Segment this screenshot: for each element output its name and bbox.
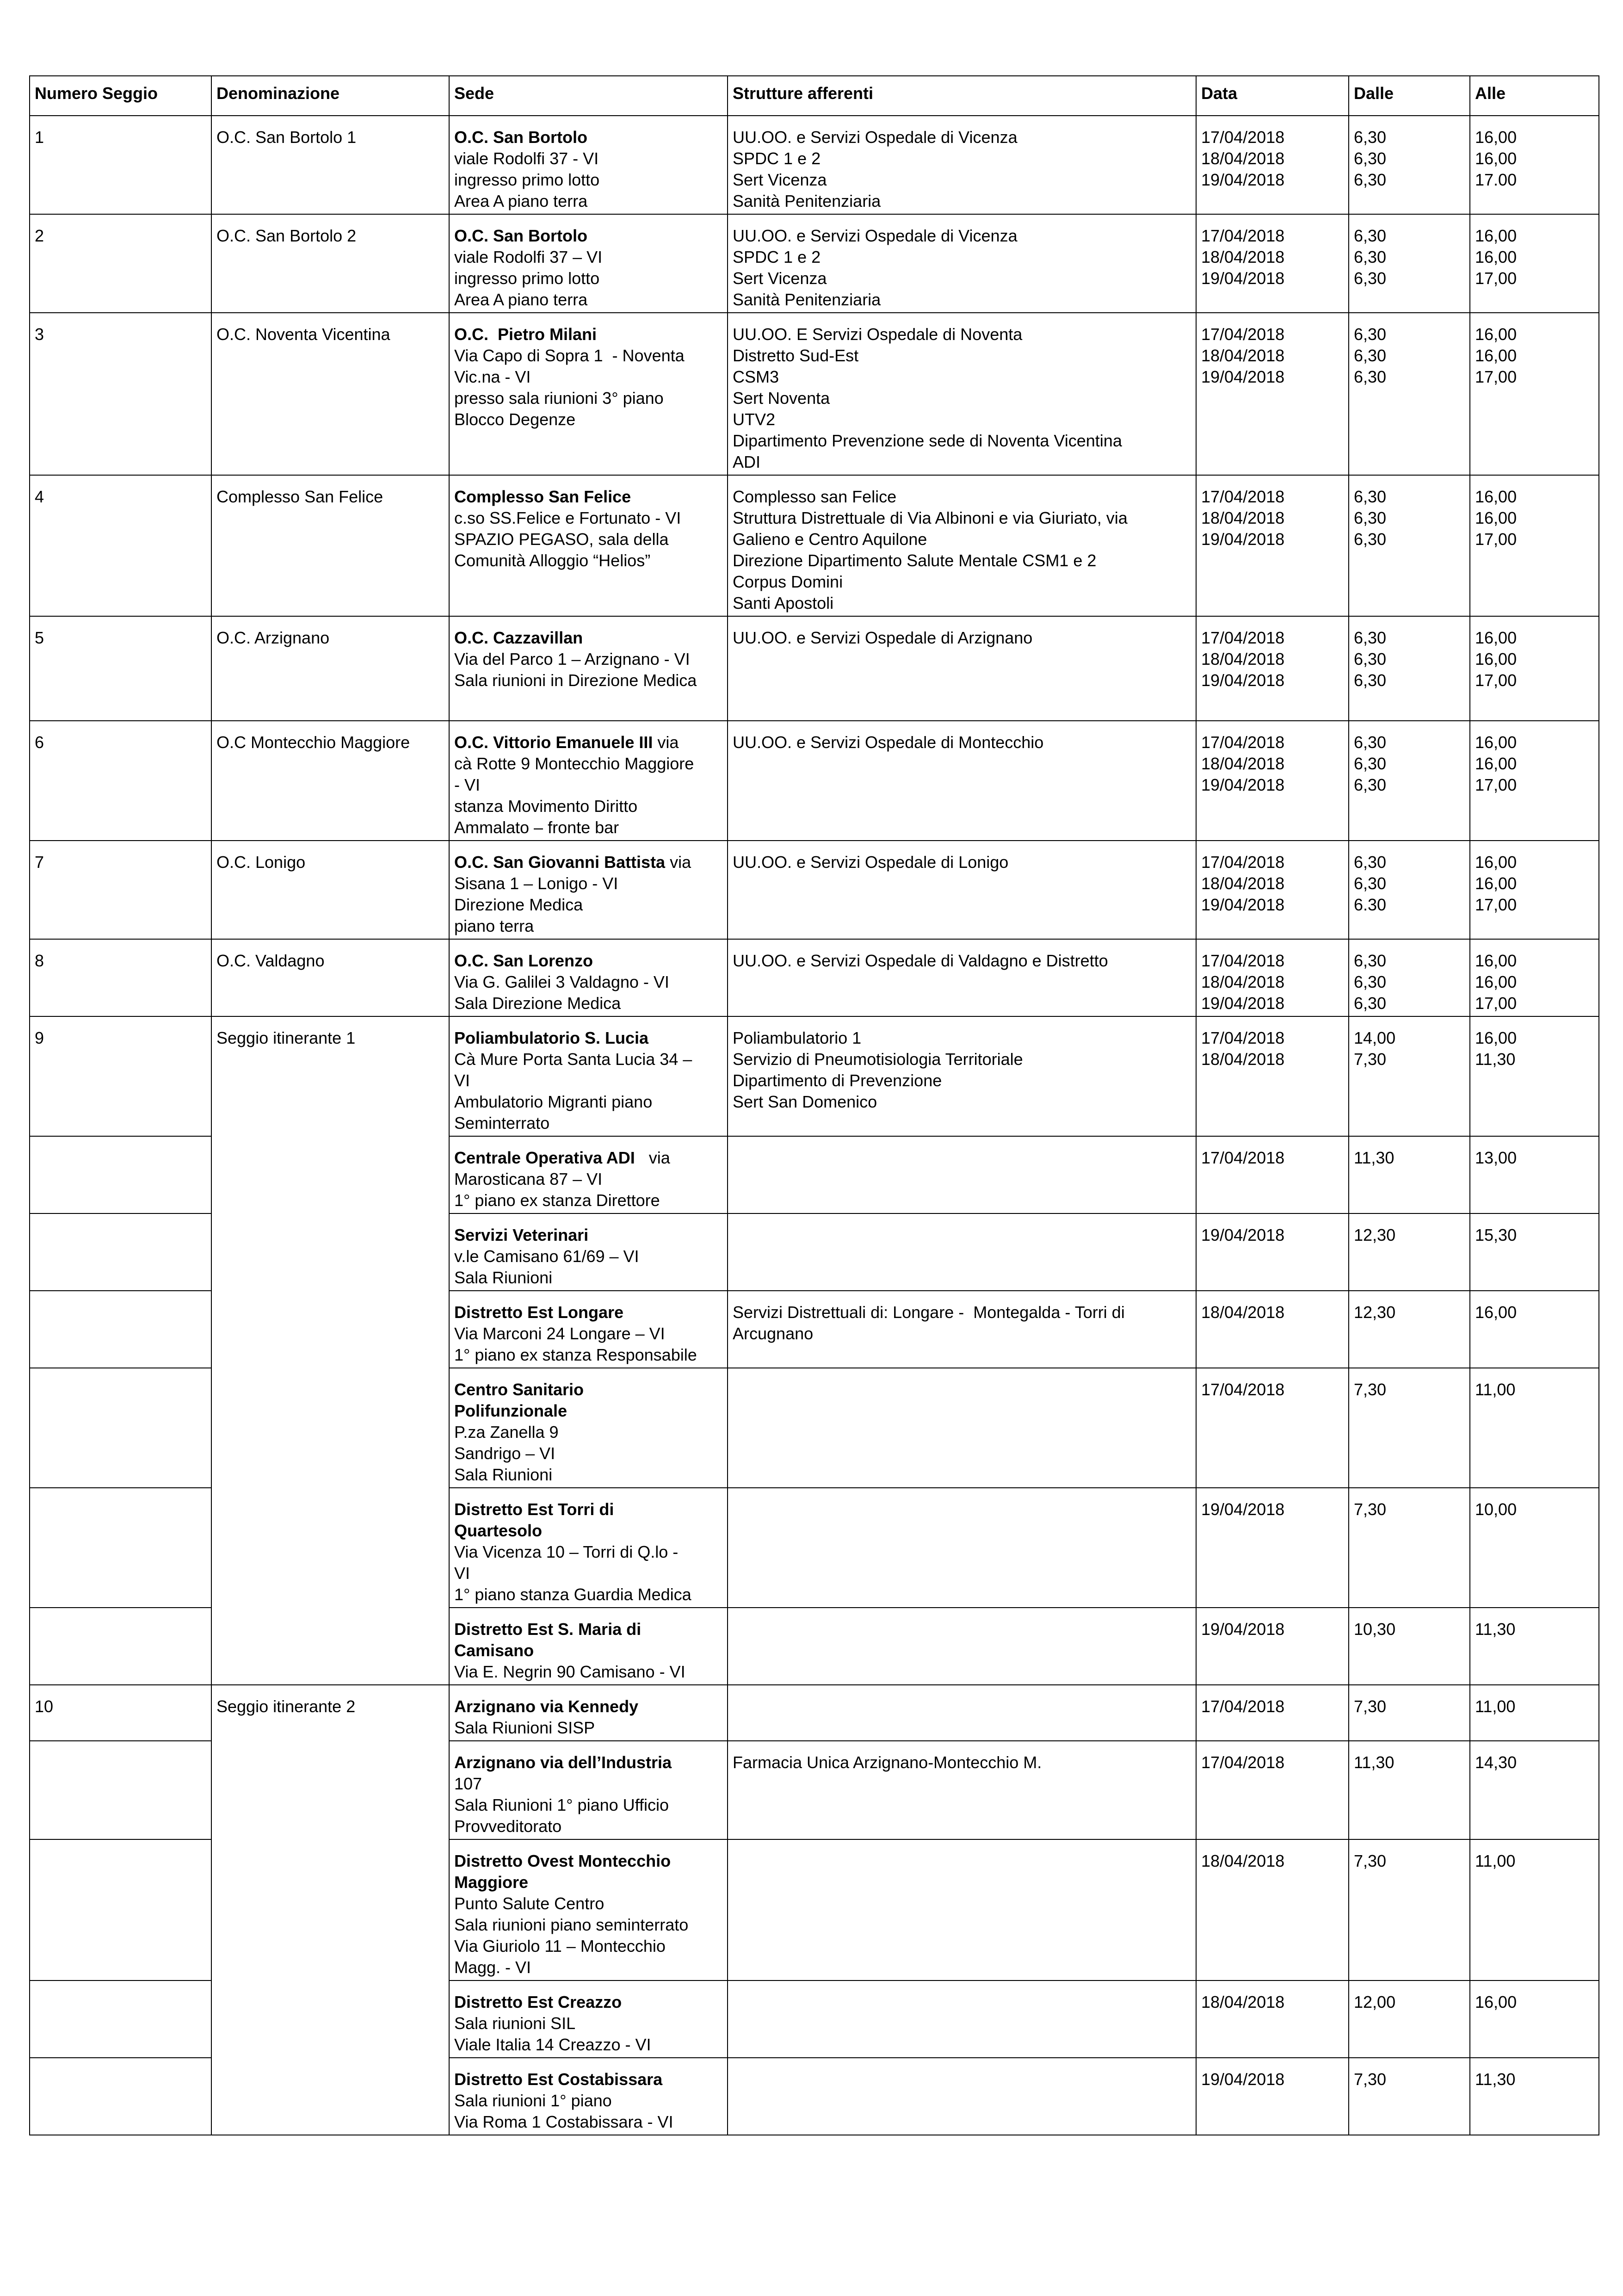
sede-title: Centrale Operativa ADI xyxy=(454,1148,635,1167)
sede-cell: Arzignano via dell’Industria 107 Sala Riunioni 1° piano Ufficio Provveditorato xyxy=(449,1741,728,1839)
sede-title: O.C. Pietro Milani xyxy=(454,325,597,344)
sede-cell: Distretto Est Costabissara Sala riunioni 1° piano Via Roma 1 Costabissara - VI xyxy=(449,2058,728,2135)
strutture-cell xyxy=(728,1213,1196,1291)
strutture-cell: UU.OO. e Servizi Ospedale di Vicenza SPDC 1 e 2 Sert Vicenza Sanità Penitenziaria xyxy=(728,116,1196,214)
sede-cell: O.C. Pietro Milani Via Capo di Sopra 1 - Noventa Vic.na - VI presso sala riunioni 3° piano Blocco Degenze xyxy=(449,313,728,475)
sede-title: Distretto Ovest Montecchio xyxy=(454,1851,671,1870)
denominazione-cell: O.C. Valdagno xyxy=(211,939,449,1016)
strutture-cell xyxy=(728,2058,1196,2135)
data-cell: 17/04/2018 xyxy=(1196,1368,1349,1488)
seggi-table xyxy=(29,75,1599,2135)
table-row xyxy=(30,313,1599,475)
data-cell: 17/04/2018 18/04/2018 xyxy=(1196,1016,1349,1136)
alle-cell: 16,00 16,00 17,00 xyxy=(1470,616,1599,721)
strutture-cell xyxy=(728,1608,1196,1685)
sede-cell: Poliambulatorio S. Lucia Cà Mure Porta Santa Lucia 34 – VI Ambulatorio Migranti piano Seminterrato xyxy=(449,1016,728,1136)
alle-cell: 16,00 16,00 17,00 xyxy=(1470,313,1599,475)
data-cell: 17/04/2018 xyxy=(1196,1685,1349,1741)
numero-seggio-cell: 6 xyxy=(30,721,211,841)
dalle-cell: 6,30 6,30 6,30 xyxy=(1349,214,1470,313)
sede-cell: O.C. San Bortolo viale Rodolfi 37 - VI ingresso primo lotto Area A piano terra xyxy=(449,116,728,214)
alle-cell: 16,00 16,00 17,00 xyxy=(1470,841,1599,939)
numero-seggio-cell: 2 xyxy=(30,214,211,313)
strutture-cell xyxy=(728,1136,1196,1213)
dalle-cell: 6,30 6,30 6,30 xyxy=(1349,313,1470,475)
numero-seggio-cell: 1 xyxy=(30,116,211,214)
strutture-cell: UU.OO. e Servizi Ospedale di Montecchio xyxy=(728,721,1196,841)
header-dalle: Dalle xyxy=(1349,76,1470,116)
data-cell: 18/04/2018 xyxy=(1196,1980,1349,2058)
sede-title: Distretto Est Creazzo xyxy=(454,1993,622,2011)
numero-seggio-cell xyxy=(30,1291,211,1368)
sede-title: Complesso San Felice xyxy=(454,487,631,506)
dalle-cell: 6,30 6,30 6,30 xyxy=(1349,616,1470,721)
strutture-cell: Servizi Distrettuali di: Longare - Montegalda - Torri di Arcugnano xyxy=(728,1291,1196,1368)
sede-title: Distretto Est Longare xyxy=(454,1303,624,1322)
table-row xyxy=(30,475,1599,616)
header-sede: Sede xyxy=(449,76,728,116)
header-numero-seggio: Numero Seggio xyxy=(30,76,211,116)
alle-cell: 11,30 xyxy=(1470,1608,1599,1685)
alle-cell: 14,30 xyxy=(1470,1741,1599,1839)
sede-title: Maggiore xyxy=(454,1873,529,1892)
sede-title: O.C. Cazzavillan xyxy=(454,628,583,647)
header-denominazione: Denominazione xyxy=(211,76,449,116)
strutture-cell: UU.OO. e Servizi Ospedale di Lonigo xyxy=(728,841,1196,939)
alle-cell: 11,00 xyxy=(1470,1839,1599,1980)
alle-cell: 13,00 xyxy=(1470,1136,1599,1213)
numero-seggio-cell: 4 xyxy=(30,475,211,616)
data-cell: 17/04/2018 18/04/2018 19/04/2018 xyxy=(1196,475,1349,616)
numero-seggio-cell xyxy=(30,1213,211,1291)
denominazione-cell: O.C. San Bortolo 2 xyxy=(211,214,449,313)
header-data: Data xyxy=(1196,76,1349,116)
table-row xyxy=(30,721,1599,841)
sede-title: O.C. San Lorenzo xyxy=(454,951,593,970)
dalle-cell: 12,30 xyxy=(1349,1213,1470,1291)
sede-title: O.C. San Bortolo xyxy=(454,226,587,245)
sede-cell: Distretto Est Creazzo Sala riunioni SIL Viale Italia 14 Creazzo - VI xyxy=(449,1980,728,2058)
table-row xyxy=(30,116,1599,214)
sede-title: Quartesolo xyxy=(454,1521,543,1540)
strutture-cell: UU.OO. e Servizi Ospedale di Arzignano xyxy=(728,616,1196,721)
denominazione-cell: Seggio itinerante 2 xyxy=(211,1685,449,2135)
alle-cell: 16,00 xyxy=(1470,1291,1599,1368)
alle-cell: 11,00 xyxy=(1470,1685,1599,1741)
numero-seggio-cell xyxy=(30,1741,211,1839)
alle-cell: 16,00 11,30 xyxy=(1470,1016,1599,1136)
table-row xyxy=(30,616,1599,721)
sede-title: O.C. Vittorio Emanuele III xyxy=(454,733,653,752)
table-header-row xyxy=(30,76,1599,116)
data-cell: 17/04/2018 18/04/2018 19/04/2018 xyxy=(1196,939,1349,1016)
sede-title: O.C. San Bortolo xyxy=(454,128,587,147)
numero-seggio-cell: 10 xyxy=(30,1685,211,1741)
alle-cell: 16,00 16,00 17,00 xyxy=(1470,475,1599,616)
dalle-cell: 12,30 xyxy=(1349,1291,1470,1368)
strutture-cell: UU.OO. e Servizi Ospedale di Vicenza SPDC 1 e 2 Sert Vicenza Sanità Penitenziaria xyxy=(728,214,1196,313)
alle-cell: 16,00 16,00 17,00 xyxy=(1470,721,1599,841)
strutture-cell xyxy=(728,1685,1196,1741)
alle-cell: 15,30 xyxy=(1470,1213,1599,1291)
sede-title: Poliambulatorio S. Lucia xyxy=(454,1028,649,1047)
numero-seggio-cell xyxy=(30,1980,211,2058)
table-row xyxy=(30,939,1599,1016)
alle-cell: 16,00 16,00 17,00 xyxy=(1470,939,1599,1016)
denominazione-cell: Seggio itinerante 1 xyxy=(211,1016,449,1685)
strutture-cell: Complesso san Felice Struttura Distrettuale di Via Albinoni e via Giuriato, via Galieno e Centro Aquilone Direzione Dipartimento Salute Mentale CSM1 e 2 Corpus Domini Santi Apostoli xyxy=(728,475,1196,616)
sede-title: Servizi Veterinari xyxy=(454,1225,589,1244)
data-cell: 17/04/2018 18/04/2018 19/04/2018 xyxy=(1196,214,1349,313)
numero-seggio-cell xyxy=(30,1488,211,1608)
sede-cell: O.C. Cazzavillan Via del Parco 1 – Arzignano - VI Sala riunioni in Direzione Medica xyxy=(449,616,728,721)
sede-title: Distretto Est Torri di xyxy=(454,1500,614,1519)
numero-seggio-cell: 9 xyxy=(30,1016,211,1136)
data-cell: 19/04/2018 xyxy=(1196,1213,1349,1291)
numero-seggio-cell: 8 xyxy=(30,939,211,1016)
dalle-cell: 7,30 xyxy=(1349,1685,1470,1741)
denominazione-cell: O.C. Arzignano xyxy=(211,616,449,721)
numero-seggio-cell xyxy=(30,1839,211,1980)
alle-cell: 10,00 xyxy=(1470,1488,1599,1608)
denominazione-cell: O.C. San Bortolo 1 xyxy=(211,116,449,214)
dalle-cell: 6,30 6,30 6,30 xyxy=(1349,721,1470,841)
sede-cell: Distretto Est S. Maria di Camisano Via E. Negrin 90 Camisano - VI xyxy=(449,1608,728,1685)
sede-title: Arzignano via Kennedy xyxy=(454,1697,639,1716)
data-cell: 18/04/2018 xyxy=(1196,1291,1349,1368)
denominazione-cell: O.C. Noventa Vicentina xyxy=(211,313,449,475)
dalle-cell: 7,30 xyxy=(1349,1368,1470,1488)
header-strutture-afferenti: Strutture afferenti xyxy=(728,76,1196,116)
strutture-cell xyxy=(728,1488,1196,1608)
sede-cell: O.C. San Lorenzo Via G. Galilei 3 Valdagno - VI Sala Direzione Medica xyxy=(449,939,728,1016)
dalle-cell: 11,30 xyxy=(1349,1136,1470,1213)
sede-cell: Arzignano via Kennedy Sala Riunioni SISP xyxy=(449,1685,728,1741)
strutture-cell: Farmacia Unica Arzignano-Montecchio M. xyxy=(728,1741,1196,1839)
alle-cell: 16,00 xyxy=(1470,1980,1599,2058)
table-row xyxy=(30,1685,1599,1741)
dalle-cell: 7,30 xyxy=(1349,1488,1470,1608)
numero-seggio-cell: 5 xyxy=(30,616,211,721)
numero-seggio-cell xyxy=(30,2058,211,2135)
sede-title: Centro Sanitario xyxy=(454,1380,584,1399)
alle-cell: 11,30 xyxy=(1470,2058,1599,2135)
strutture-cell xyxy=(728,1368,1196,1488)
dalle-cell: 6,30 6,30 6.30 xyxy=(1349,841,1470,939)
strutture-cell: Poliambulatorio 1 Servizio di Pneumotisiologia Territoriale Dipartimento di Prevenzione Sert San Domenico xyxy=(728,1016,1196,1136)
sede-title: Camisano xyxy=(454,1641,534,1660)
dalle-cell: 7,30 xyxy=(1349,1839,1470,1980)
sede-cell: Centro Sanitario Polifunzionale P.za Zanella 9 Sandrigo – VI Sala Riunioni xyxy=(449,1368,728,1488)
data-cell: 17/04/2018 xyxy=(1196,1136,1349,1213)
dalle-cell: 10,30 xyxy=(1349,1608,1470,1685)
data-cell: 17/04/2018 18/04/2018 19/04/2018 xyxy=(1196,116,1349,214)
strutture-cell xyxy=(728,1839,1196,1980)
denominazione-cell: O.C Montecchio Maggiore xyxy=(211,721,449,841)
alle-cell: 11,00 xyxy=(1470,1368,1599,1488)
table-row xyxy=(30,1016,1599,1136)
dalle-cell: 6,30 6,30 6,30 xyxy=(1349,939,1470,1016)
denominazione-cell: O.C. Lonigo xyxy=(211,841,449,939)
dalle-cell: 12,00 xyxy=(1349,1980,1470,2058)
sede-cell: Distretto Ovest Montecchio Maggiore Punto Salute Centro Sala riunioni piano seminterrato Via Giuriolo 11 – Montecchio Magg. - VI xyxy=(449,1839,728,1980)
data-cell: 17/04/2018 18/04/2018 19/04/2018 xyxy=(1196,313,1349,475)
table-row xyxy=(30,214,1599,313)
sede-title: Polifunzionale xyxy=(454,1401,568,1420)
alle-cell: 16,00 16,00 17.00 xyxy=(1470,116,1599,214)
table-row xyxy=(30,841,1599,939)
sede-title: Arzignano via dell’Industria xyxy=(454,1753,672,1772)
sede-cell: Complesso San Felice c.so SS.Felice e Fortunato - VI SPAZIO PEGASO, sala della Comunità Alloggio “Helios” xyxy=(449,475,728,616)
sede-cell: O.C. San Bortolo viale Rodolfi 37 – VI ingresso primo lotto Area A piano terra xyxy=(449,214,728,313)
sede-title: Distretto Est Costabissara xyxy=(454,2070,663,2089)
numero-seggio-cell: 7 xyxy=(30,841,211,939)
sede-cell: Distretto Est Longare Via Marconi 24 Longare – VI 1° piano ex stanza Responsabile xyxy=(449,1291,728,1368)
sede-cell: Centrale Operativa ADI via Marosticana 87 – VI 1° piano ex stanza Direttore xyxy=(449,1136,728,1213)
header-alle: Alle xyxy=(1470,76,1599,116)
sede-title: O.C. San Giovanni Battista xyxy=(454,853,666,872)
dalle-cell: 6,30 6,30 6,30 xyxy=(1349,475,1470,616)
numero-seggio-cell xyxy=(30,1608,211,1685)
data-cell: 19/04/2018 xyxy=(1196,1488,1349,1608)
data-cell: 18/04/2018 xyxy=(1196,1839,1349,1980)
data-cell: 17/04/2018 18/04/2018 19/04/2018 xyxy=(1196,721,1349,841)
numero-seggio-cell xyxy=(30,1136,211,1213)
alle-cell: 16,00 16,00 17,00 xyxy=(1470,214,1599,313)
numero-seggio-cell: 3 xyxy=(30,313,211,475)
data-cell: 17/04/2018 18/04/2018 19/04/2018 xyxy=(1196,841,1349,939)
dalle-cell: 11,30 xyxy=(1349,1741,1470,1839)
sede-cell: Distretto Est Torri di Quartesolo Via Vicenza 10 – Torri di Q.lo - VI 1° piano stanza Guardia Medica xyxy=(449,1488,728,1608)
data-cell: 17/04/2018 xyxy=(1196,1741,1349,1839)
sede-title: Distretto Est S. Maria di xyxy=(454,1620,642,1639)
data-cell: 19/04/2018 xyxy=(1196,1608,1349,1685)
strutture-cell: UU.OO. E Servizi Ospedale di Noventa Distretto Sud-Est CSM3 Sert Noventa UTV2 Dipartimento Prevenzione sede di Noventa Vicentina ADI xyxy=(728,313,1196,475)
denominazione-cell: Complesso San Felice xyxy=(211,475,449,616)
numero-seggio-cell xyxy=(30,1368,211,1488)
dalle-cell: 14,00 7,30 xyxy=(1349,1016,1470,1136)
strutture-cell: UU.OO. e Servizi Ospedale di Valdagno e Distretto xyxy=(728,939,1196,1016)
dalle-cell: 7,30 xyxy=(1349,2058,1470,2135)
document-page xyxy=(29,75,1598,2135)
data-cell: 19/04/2018 xyxy=(1196,2058,1349,2135)
sede-cell: O.C. San Giovanni Battista via Sisana 1 – Lonigo - VI Direzione Medica piano terra xyxy=(449,841,728,939)
strutture-cell xyxy=(728,1980,1196,2058)
data-cell: 17/04/2018 18/04/2018 19/04/2018 xyxy=(1196,616,1349,721)
sede-cell: Servizi Veterinari v.le Camisano 61/69 – VI Sala Riunioni xyxy=(449,1213,728,1291)
dalle-cell: 6,30 6,30 6,30 xyxy=(1349,116,1470,214)
sede-cell: O.C. Vittorio Emanuele III via cà Rotte 9 Montecchio Maggiore - VI stanza Movimento Diritto Ammalato – fronte bar xyxy=(449,721,728,841)
